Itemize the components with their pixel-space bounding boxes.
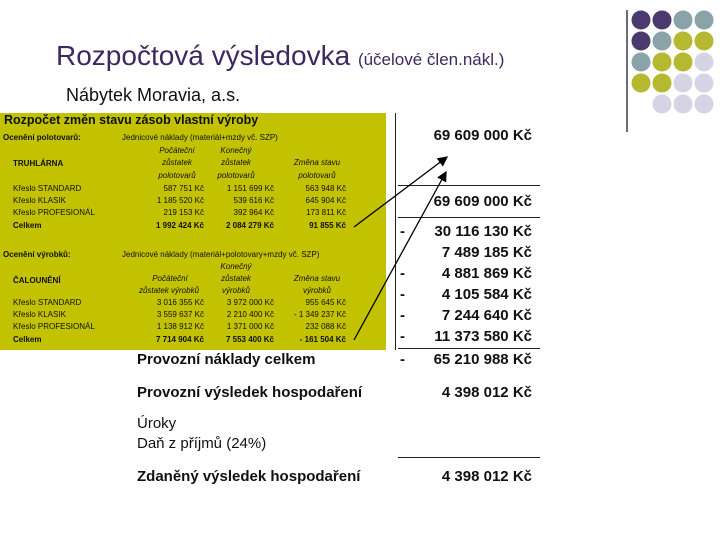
row-value: 232 088 Kč [305,322,346,331]
operating-result-value: 4 398 012 Kč [441,384,532,401]
row-value: 3 972 000 Kč [226,298,274,307]
row-value: 955 645 Kč [305,298,346,307]
row-label: Křeslo STANDARD [13,298,82,307]
cost-value: 30 116 130 Kč [434,223,532,240]
sign: - [400,351,405,368]
fg-head-3b: výrobků [221,286,250,295]
row-value: 392 964 Kč [233,208,274,217]
title-main: Rozpočtová výsledovka [56,40,351,71]
wip-head-2c: Změna stavu [293,158,341,167]
row-value: 219 153 Kč [163,208,204,217]
revenue-value: 69 609 000 Kč [433,127,532,144]
operating-costs-value: 65 210 988 Kč [433,351,532,368]
row-value: 645 904 Kč [305,196,346,205]
wip-label: Ocenění polotovarů: [3,133,81,142]
fg-head-2c: Změna stavu [293,274,341,283]
row-value: 3 016 355 Kč [156,298,204,307]
row-label: Křeslo KLASIK [13,310,66,319]
fg-head-1b: Konečný [220,262,252,271]
fg-head-3a: zůstatek výrobků [138,286,200,295]
company-name: Nábytek Moravia, a.s. [66,85,241,105]
cost-value: 7 489 185 Kč [441,244,532,261]
fg-head-2b: zůstatek [221,274,251,283]
row-label: Křeslo PROFESIONÁL [13,208,95,217]
fg-head-3c: výrobků [302,286,331,295]
row-label: Celkem [13,335,42,344]
interest-label: Úroky [137,415,177,432]
wip-head-3a: polotovarů [158,171,196,180]
row-value: - 1 349 237 Kč [293,310,346,319]
row-value: 7 714 904 Kč [155,335,204,344]
row-label: Křeslo KLASIK [13,196,66,205]
fg-note: Jednicové náklady (materiál+polotovary+mzdy vč. SZP) [122,250,320,259]
sign: - [400,328,405,345]
sign: - [400,265,405,282]
row-value: - 161 504 Kč [299,335,346,344]
sign: - [400,223,405,240]
wip-head-2a: zůstatek [162,158,192,167]
row-label: Křeslo STANDARD [13,184,82,193]
cost-value: 4 105 584 Kč [441,286,532,303]
wip-head-2b: zůstatek [221,158,251,167]
row-value: 3 559 637 Kč [156,310,204,319]
wip-head-1b: Konečný [220,146,252,155]
row-label: Křeslo PROFESIONÁL [13,322,95,331]
row-value: 1 992 424 Kč [155,221,204,230]
wip-head-3b: polotovarů [217,171,255,180]
fg-label: Ocenění výrobků: [3,250,71,259]
tax-label: Daň z příjmů (24%) [137,435,267,452]
operating-costs-label: Provozní náklady celkem [137,351,316,368]
row-value: 1 371 000 Kč [226,322,274,331]
revenue-total: 69 609 000 Kč [433,193,532,210]
row-value: 173 811 Kč [306,208,346,217]
title-suffix: (účelové člen.nákl.) [357,50,505,69]
row-value: 1 151 699 Kč [226,184,274,193]
cost-value: 11 373 580 Kč [434,328,532,345]
cost-value: 4 881 869 Kč [441,265,532,282]
net-result-value: 4 398 012 Kč [441,468,532,485]
wip-note: Jednicové náklady (materiál+mzdy vč. SZP) [122,133,278,142]
row-value: 587 751 Kč [163,184,204,193]
wip-head-1a: Počáteční [159,146,195,155]
row-value: 563 948 Kč [305,184,346,193]
panel-title: Rozpočet změn stavu zásob vlastní výroby [4,113,259,127]
row-value: 1 185 520 Kč [156,196,204,205]
fg-section: ČALOUNĚNÍ [13,276,61,285]
sign: - [400,307,405,324]
net-result-label: Zdaněný výsledek hospodaření [137,468,361,485]
row-value: 1 138 912 Kč [156,322,204,331]
wip-section: TRUHLÁRNA [13,159,64,168]
arrow-fg-to-revenue [354,172,446,340]
cost-value: 7 244 640 Kč [441,307,532,324]
row-value: 91 855 Kč [309,221,346,230]
operating-result-label: Provozní výsledek hospodaření [137,384,363,401]
row-value: 2 084 279 Kč [225,221,274,230]
wip-head-3c: polotovarů [298,171,336,180]
sign: - [400,286,405,303]
row-value: 2 210 400 Kč [226,310,274,319]
row-value: 539 616 Kč [233,196,274,205]
row-value: 7 553 400 Kč [225,335,274,344]
arrow-wip-to-revenue [354,157,447,227]
fg-head-2a: Počáteční [152,274,188,283]
row-label: Celkem [13,221,42,230]
